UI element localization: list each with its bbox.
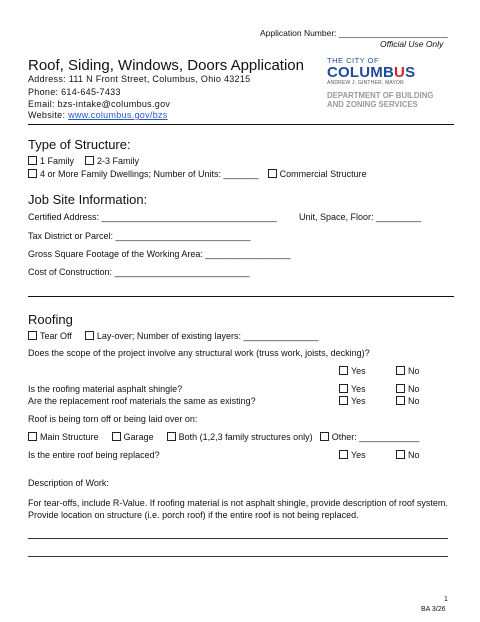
checkbox-both[interactable] — [167, 432, 176, 441]
official-use-label: Official Use Only — [380, 39, 444, 49]
logo-dept-line1: DEPARTMENT OF BUILDING — [327, 91, 434, 100]
label-same-yes: Yes — [351, 396, 366, 406]
page-number: 1 — [444, 596, 448, 603]
checkbox-garage[interactable] — [112, 432, 121, 441]
jobsite-divider — [28, 296, 454, 297]
question-same-materials: Are the replacement roof materials the same as existing? — [28, 396, 256, 406]
label-structural-no: No — [408, 366, 420, 376]
label-main-structure: Main Structure — [40, 432, 99, 442]
checkbox-tear-off[interactable] — [28, 331, 37, 340]
checkbox-4-or-more-family[interactable] — [28, 169, 37, 178]
office-address: Address: 111 N Front Street, Columbus, Ohio 43215 — [28, 74, 251, 84]
application-number-label: Application Number: _______________________ — [260, 28, 448, 38]
question-entire-roof: Is the entire roof being replaced? — [28, 450, 160, 460]
label-lay-over: Lay-over; Number of existing layers: _______________ — [96, 331, 319, 341]
label-commercial: Commercial Structure — [279, 169, 367, 179]
header-divider — [28, 124, 454, 125]
unit-space-floor-field[interactable]: Unit, Space, Floor: _________ — [299, 212, 422, 222]
tax-district-field[interactable]: Tax District or Parcel: ___________________________ — [28, 231, 251, 241]
logo-columbus: COLUMBUS — [327, 64, 416, 81]
label-asphalt-yes: Yes — [351, 384, 366, 394]
checkbox-2-3-family[interactable] — [85, 156, 94, 165]
label-structural-yes: Yes — [351, 366, 366, 376]
website-label: Website: — [28, 110, 69, 120]
city-logo — [327, 57, 457, 109]
label-other[interactable]: Other: ____________ — [331, 432, 420, 442]
description-line-1[interactable] — [28, 538, 448, 539]
checkbox-commercial[interactable] — [268, 169, 277, 178]
label-garage: Garage — [123, 432, 154, 442]
logo-city-of: THE CITY OF — [327, 56, 380, 65]
checkbox-1-family[interactable] — [28, 156, 37, 165]
description-instructions: For tear-offs, include R-Value. If roofing material is not asphalt shingle, provide description of roof system. Provide location on structure (i.e. porch roof) if the entire roof is not being replaced. — [28, 498, 448, 520]
page-title: Roof, Siding, Windows, Doors Application — [28, 57, 304, 74]
label-same-no: No — [408, 396, 420, 406]
certified-address-field[interactable]: Certified Address: ___________________________________ — [28, 212, 277, 222]
logo-mayor: ANDREW J. GINTHER, MAYOR — [327, 80, 404, 86]
checkbox-other[interactable] — [320, 432, 329, 441]
description-of-work-label: Description of Work: — [28, 478, 109, 488]
logo-dept-line2: AND ZONING SERVICES — [327, 100, 418, 109]
checkbox-structural-no[interactable] — [396, 366, 405, 375]
question-torn-off-location: Roof is being torn off or being laid over on: — [28, 414, 198, 424]
roofing-heading: Roofing — [28, 312, 73, 327]
question-structural-work: Does the scope of the project involve any structural work (truss work, joists, decking)? — [28, 348, 370, 358]
gross-square-footage-field[interactable]: Gross Square Footage of the Working Area: _________________ — [28, 249, 291, 259]
label-2-3-family: 2-3 Family — [97, 156, 140, 166]
label-entire-no: No — [408, 450, 420, 460]
checkbox-main-structure[interactable] — [28, 432, 37, 441]
label-1-family: 1 Family — [40, 156, 75, 166]
label-both: Both (1,2,3 family structures only) — [178, 432, 313, 442]
checkbox-lay-over[interactable] — [85, 331, 94, 340]
office-email: Email: bzs-intake@columbus.gov — [28, 99, 171, 109]
jobsite-heading: Job Site Information: — [28, 192, 148, 207]
office-website — [28, 110, 168, 121]
checkbox-structural-yes[interactable] — [339, 366, 348, 375]
structure-heading: Type of Structure: — [28, 137, 131, 152]
question-asphalt-shingle: Is the roofing material asphalt shingle? — [28, 384, 183, 394]
label-4-or-more-family: 4 or More Family Dwellings; Number of Units: _______ — [40, 169, 259, 179]
checkbox-entire-no[interactable] — [396, 450, 405, 459]
form-code: BA 3/26 — [421, 606, 446, 613]
label-entire-yes: Yes — [351, 450, 366, 460]
checkbox-same-no[interactable] — [396, 396, 405, 405]
checkbox-asphalt-no[interactable] — [396, 384, 405, 393]
checkbox-entire-yes[interactable] — [339, 450, 348, 459]
checkbox-asphalt-yes[interactable] — [339, 384, 348, 393]
description-line-2[interactable] — [28, 556, 448, 557]
label-tear-off: Tear Off — [40, 331, 72, 341]
website-link[interactable]: www.columbus.gov/bzs — [68, 110, 168, 120]
label-asphalt-no: No — [408, 384, 420, 394]
checkbox-same-yes[interactable] — [339, 396, 348, 405]
cost-of-construction-field[interactable]: Cost of Construction: ___________________________ — [28, 267, 250, 277]
office-phone: Phone: 614-645-7433 — [28, 87, 121, 97]
